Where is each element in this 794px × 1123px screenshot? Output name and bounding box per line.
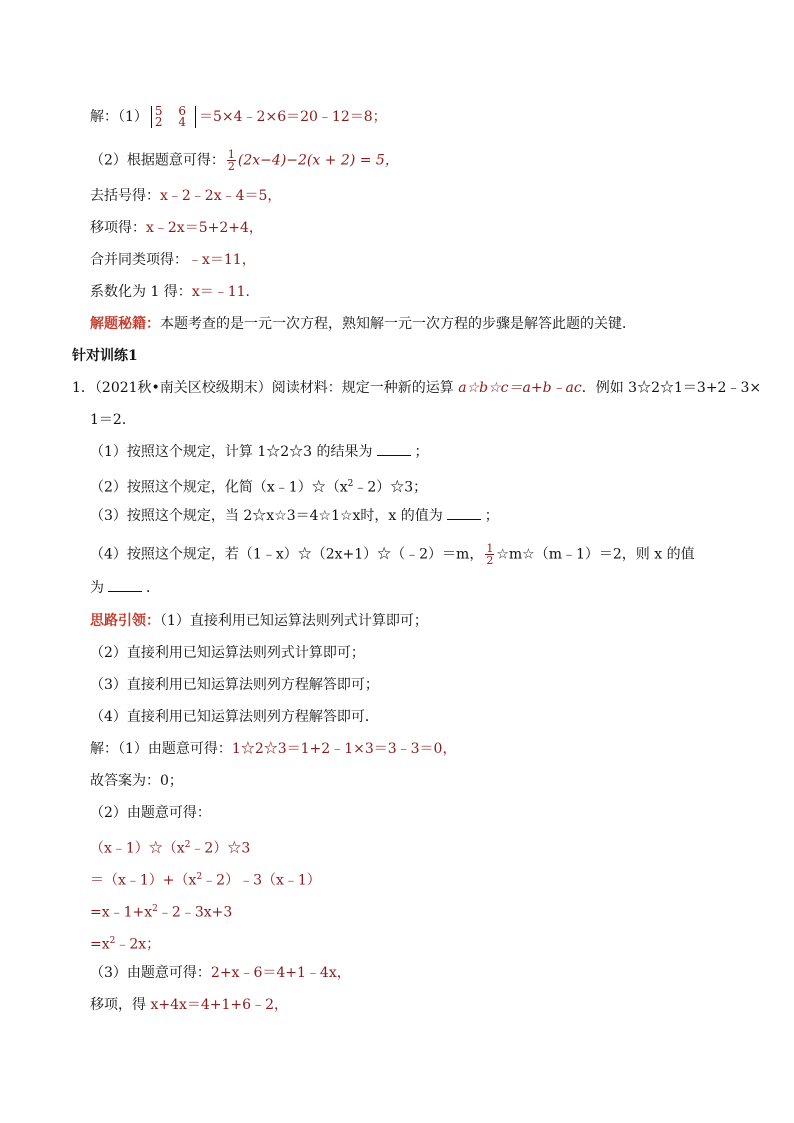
prev-solution-line-6 — [90, 282, 260, 302]
math: ﹣2﹣3x+3 — [157, 904, 233, 921]
text: 系数化为 1 得： — [90, 284, 192, 300]
prev-solution-secret — [90, 314, 636, 334]
text: 解：（1） — [90, 109, 148, 125]
prev-solution-line-3 — [90, 186, 281, 206]
problem-line-1 — [72, 378, 761, 398]
solution-line-8 — [90, 963, 351, 983]
math: =x — [90, 936, 110, 953]
text: （3）按照这个规定，当 2☆x☆3＝4☆1☆x时，x 的值为 — [90, 508, 443, 524]
text: 去括号得： — [90, 188, 160, 204]
text: 合并同类项得： — [90, 252, 188, 268]
text: （2）按照这个规定，化简（x﹣1）☆（x — [90, 479, 348, 496]
text: ．例如 3☆2☆1＝3+2﹣3× — [581, 380, 762, 396]
math: ＝5×4﹣2×6＝20﹣12＝8； — [199, 109, 387, 125]
math: 1☆2☆3＝1+2﹣1×3＝3﹣3＝0， — [231, 741, 457, 757]
numerator: 1 — [486, 542, 494, 555]
problem-line-2: 1＝2． — [90, 412, 136, 428]
math: x﹣2x＝5+2+4， — [146, 220, 263, 236]
denominator: 2 — [486, 554, 494, 567]
prev-solution-line-5 — [90, 250, 256, 270]
text: （1）直接利用已知运算法则列式计算即可； — [160, 613, 428, 629]
solution-line-3: （2）由题意可得： — [90, 805, 211, 821]
text: （2）根据题意可得： — [90, 152, 225, 169]
superscript: 2 — [347, 479, 354, 489]
solution-line-4 — [90, 835, 250, 859]
hint-line-3: （3）直接利用已知运算法则列方程解答即可； — [90, 677, 379, 693]
question-1 — [90, 442, 429, 462]
math: =x﹣1+x — [90, 904, 153, 921]
text: 移项，得 — [90, 997, 151, 1013]
answer-blank — [447, 507, 481, 520]
numerator: 1 — [227, 148, 235, 161]
solution-line-6 — [90, 899, 232, 923]
prev-solution-line-1 — [90, 106, 387, 128]
text: ﹣2）☆3； — [353, 479, 428, 496]
denominator: 2 — [227, 160, 235, 173]
superscript: 2 — [196, 872, 203, 882]
math: ﹣x＝11， — [188, 252, 256, 268]
question-2 — [90, 474, 427, 498]
text: （4）按照这个规定，若（1﹣x）☆（2x+1）☆（﹣2）＝m， — [90, 546, 484, 563]
solution-line-1 — [90, 739, 456, 759]
secret-label: 解题秘籍： — [90, 316, 160, 332]
math: x﹣2﹣2x﹣4＝5， — [160, 188, 282, 204]
math: ﹣2）﹣3（x﹣1） — [202, 872, 321, 889]
fraction — [227, 149, 236, 172]
superscript: 2 — [184, 840, 191, 850]
solution-line-7 — [90, 931, 160, 955]
math: ﹣2x； — [115, 936, 161, 953]
text: 移项得： — [90, 220, 146, 236]
hint-label: 思路引领： — [90, 613, 160, 629]
text: ． — [146, 580, 160, 596]
superscript: 2 — [152, 904, 158, 914]
prev-solution-line-4 — [90, 218, 263, 238]
solution-line-5 — [90, 867, 321, 891]
math: （x﹣1）☆（x — [90, 840, 185, 857]
math: ﹣2）☆3 — [190, 840, 251, 857]
hint-line-2: （2）直接利用已知运算法则列式计算即可； — [90, 645, 365, 661]
hint-line-1 — [90, 611, 428, 631]
text: 为 — [90, 580, 104, 596]
hint-line-4: （4）直接利用已知运算法则列方程解答即可． — [90, 709, 379, 725]
math: a☆b☆c＝a+b﹣ac — [458, 380, 582, 396]
question-4-line-2 — [90, 578, 160, 598]
text: ； — [414, 444, 429, 460]
det-row: 5 6 — [154, 104, 193, 118]
text: ； — [484, 508, 499, 524]
question-4 — [90, 543, 695, 566]
text: 1．（2021秋•南关区校级期末）阅读材料：规定一种新的运算 — [72, 380, 459, 396]
math: (2x−4)−2(x + 2) = 5， — [237, 152, 399, 169]
determinant — [151, 106, 196, 128]
math: x＝﹣11． — [191, 284, 260, 300]
answer-blank — [377, 443, 411, 456]
text: ☆m☆（m﹣1）＝2，则 x 的值 — [496, 546, 695, 563]
solution-line-2: 故答案为：0； — [90, 773, 183, 789]
section-title: 针对训练1 — [72, 348, 138, 364]
secret-text: 本题考查的是一元一次方程，熟知解一元一次方程的步骤是解答此题的关键． — [160, 316, 636, 332]
text: （3）由题意可得： — [90, 965, 211, 981]
superscript: 2 — [109, 936, 116, 946]
math: ＝（x﹣1）+（x — [90, 872, 197, 889]
math: 2+x﹣6＝4+1﹣4x， — [210, 965, 351, 981]
det-row: 2 4 — [154, 115, 193, 129]
prev-solution-line-2 — [90, 149, 399, 172]
text: 解：（1）由题意可得： — [90, 741, 232, 757]
fraction — [485, 543, 494, 566]
answer-blank — [108, 579, 142, 592]
question-3 — [90, 506, 499, 526]
solution-line-9 — [90, 995, 288, 1015]
text: （1）按照这个规定，计算 1☆2☆3 的结果为 — [90, 444, 373, 460]
math: x+4x＝4+1+6﹣2， — [150, 997, 288, 1013]
